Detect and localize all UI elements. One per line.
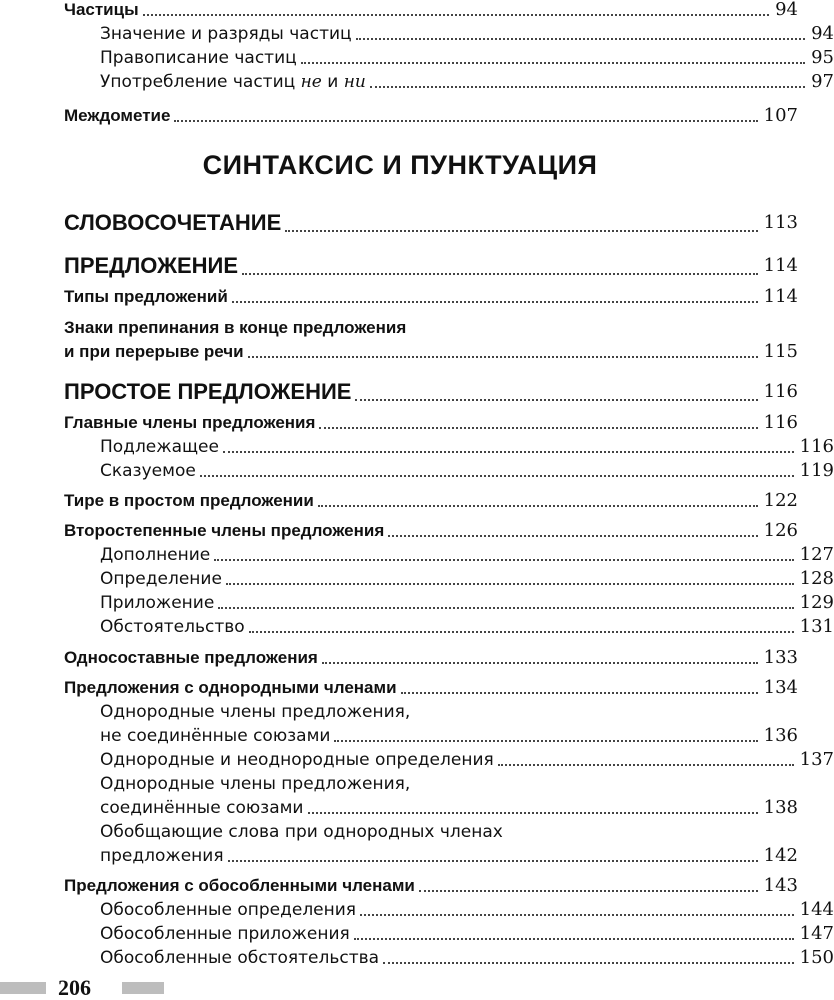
- toc-entry-page: 115: [763, 341, 798, 362]
- dot-leader: [354, 938, 794, 940]
- toc-entry: [100, 844, 798, 868]
- dot-leader: [301, 62, 805, 64]
- toc-entry-title-line: Обобщающие слова при однородных членах: [100, 822, 503, 842]
- toc-entry-title-line: не соединённые союзами: [100, 726, 331, 746]
- dot-leader: [214, 559, 793, 561]
- toc-entry-page: 113: [763, 212, 798, 233]
- toc-entry-page: 127: [799, 544, 834, 565]
- toc-entry-title: Второстепенные члены предложения: [64, 521, 385, 540]
- toc-entry-page: 114: [763, 286, 798, 307]
- toc-entry-page: 107: [763, 105, 798, 126]
- toc-entry[interactable]: [64, 46, 834, 70]
- toc-entry[interactable]: [64, 615, 834, 639]
- toc-entry-page: 142: [763, 845, 798, 866]
- footer-decor-right: [122, 982, 164, 994]
- page-footer: [0, 975, 800, 1000]
- toc-entry-multiline[interactable]: [64, 309, 798, 364]
- dot-leader: [143, 14, 769, 16]
- toc-entry-page: 95: [811, 47, 834, 68]
- toc-entry-page: 126: [763, 520, 798, 541]
- title-part-italic: не: [300, 72, 322, 92]
- toc-entry-title: ПРОСТОЕ ПРЕДЛОЖЕНИЕ: [64, 379, 352, 404]
- dot-leader: [498, 764, 794, 766]
- dot-leader: [419, 890, 758, 892]
- toc-entry-title-line: Однородные члены предложения,: [100, 702, 411, 722]
- toc-entry-title: Правописание частиц: [100, 48, 297, 68]
- toc-entry-page: 119: [799, 460, 834, 481]
- toc-entry: [100, 796, 798, 820]
- toc-top-block: [64, 0, 834, 128]
- dot-leader: [223, 451, 794, 453]
- toc-entry[interactable]: [64, 868, 798, 898]
- toc-entry-title: Типы предложений: [64, 287, 228, 306]
- toc-entry-multiline[interactable]: [64, 700, 798, 748]
- toc-entry-title-line: Однородные члены предложения,: [100, 774, 411, 794]
- toc-entry[interactable]: [64, 483, 798, 513]
- toc-entry-title: Главные члены предложения: [64, 413, 316, 432]
- toc-entry-title: Односоставные предложения: [64, 648, 318, 667]
- toc-entry-title: [100, 70, 366, 94]
- toc-entry[interactable]: [64, 407, 798, 435]
- dot-leader: [226, 583, 794, 585]
- dot-leader: [318, 505, 758, 507]
- toc-entry-page: 129: [799, 592, 834, 613]
- toc-entry-page: 114: [763, 255, 798, 276]
- toc-entry-title-line: соединённые союзами: [100, 798, 304, 818]
- toc-entry: [100, 724, 798, 748]
- toc-entry-page: 137: [799, 749, 834, 770]
- toc-entry[interactable]: [64, 946, 834, 970]
- toc-entry[interactable]: [64, 94, 798, 128]
- dot-leader: [285, 230, 757, 232]
- dot-leader: [388, 535, 757, 537]
- toc-entry[interactable]: [64, 591, 834, 615]
- toc-entry[interactable]: [64, 238, 798, 281]
- toc-entry-title: Обособленные приложения: [100, 924, 350, 944]
- toc-entry-title: Приложение: [100, 593, 215, 613]
- toc-entry-title: СЛОВОСОЧЕТАНИЕ: [64, 210, 282, 235]
- toc-entry-multiline[interactable]: [64, 820, 798, 868]
- toc-entry-title: Значение и разряды частиц: [100, 24, 352, 44]
- title-part-italic: ни: [343, 72, 366, 92]
- toc-entry[interactable]: [64, 898, 834, 922]
- toc-entry-page: 133: [763, 647, 798, 668]
- toc-entry-title: Обстоятельство: [100, 617, 245, 637]
- dot-leader: [360, 914, 794, 916]
- toc-entry-title: Дополнение: [100, 545, 211, 565]
- toc-entry-page: 143: [763, 875, 798, 896]
- toc-entry[interactable]: [64, 513, 798, 543]
- title-part: и: [321, 72, 344, 92]
- dot-leader: [355, 399, 757, 401]
- toc-entry[interactable]: [64, 208, 798, 238]
- dot-leader: [383, 962, 794, 964]
- toc-entry-page: 144: [799, 899, 834, 920]
- dot-leader: [401, 692, 758, 694]
- toc-entry-title: Подлежащее: [100, 437, 219, 457]
- toc-entry-page: 116: [799, 436, 834, 457]
- dot-leader: [319, 427, 757, 429]
- toc-entry[interactable]: [64, 364, 798, 407]
- toc-entry-title: Тире в простом предложении: [64, 491, 314, 510]
- dot-leader: [308, 812, 758, 814]
- toc-entry-page: 94: [811, 23, 834, 44]
- toc-entry[interactable]: [64, 748, 834, 772]
- toc-entry-title: Обособленные обстоятельства: [100, 948, 380, 968]
- dot-leader: [200, 475, 794, 477]
- toc-entry[interactable]: [64, 22, 834, 46]
- toc-entry-page: 150: [799, 947, 834, 968]
- dot-leader: [232, 301, 758, 303]
- toc-entry-title: Сказуемое: [100, 461, 196, 481]
- dot-leader: [228, 860, 758, 862]
- toc-entry: [64, 340, 798, 364]
- dot-leader: [334, 740, 757, 742]
- toc-entry-title-line: и при перерыве речи: [64, 342, 244, 361]
- dot-leader: [249, 631, 794, 633]
- toc-entry[interactable]: [64, 281, 798, 309]
- toc-entry-multiline[interactable]: [64, 772, 798, 820]
- toc-entry-page: 128: [799, 568, 834, 589]
- toc-entry[interactable]: [64, 70, 834, 94]
- toc-entry-page: 134: [763, 677, 798, 698]
- toc-entry-title: Предложения с обособленными членами: [64, 876, 415, 895]
- section-title: СИНТАКСИС И ПУНКТУАЦИЯ: [202, 150, 598, 180]
- dot-leader: [248, 356, 758, 358]
- footer-decor-left: [0, 982, 46, 994]
- toc-entry-title: Однородные и неоднородные определения: [100, 750, 494, 770]
- toc-entry[interactable]: [64, 543, 834, 567]
- toc-entry-page: 138: [763, 797, 798, 818]
- page-number: 206: [58, 975, 91, 1000]
- dot-leader: [356, 38, 806, 40]
- toc-entry-page: 97: [811, 71, 834, 92]
- toc-entry[interactable]: [64, 567, 834, 591]
- dot-leader: [370, 86, 805, 88]
- toc-entry-title: ПРЕДЛОЖЕНИЕ: [64, 253, 239, 278]
- toc-entry[interactable]: [64, 435, 834, 459]
- toc-entry[interactable]: [64, 0, 798, 22]
- toc-entry[interactable]: [64, 922, 834, 946]
- toc-entry-page: 94: [775, 0, 798, 20]
- toc-entry-page: 147: [799, 923, 834, 944]
- dot-leader: [218, 607, 793, 609]
- toc-entry[interactable]: [64, 670, 798, 700]
- toc-entry-title-line: предложения: [100, 846, 224, 866]
- toc-entry-page: 122: [763, 490, 798, 511]
- toc-entry[interactable]: [64, 459, 834, 483]
- toc-entry-title: Обособленные определения: [100, 900, 357, 920]
- toc-entry-title: Предложения с однородными членами: [64, 678, 397, 697]
- toc-entry-title: Частицы: [64, 0, 139, 19]
- toc-entry-title-line: Знаки препинания в конце предложения: [64, 318, 407, 337]
- toc-entry-title: Междометие: [64, 106, 171, 125]
- title-part: Употребление частиц: [100, 72, 301, 92]
- dot-leader: [174, 120, 757, 122]
- toc-entry[interactable]: [64, 639, 798, 670]
- toc-entry-page: 136: [763, 725, 798, 746]
- dot-leader: [322, 662, 758, 664]
- toc-entry-title: Определение: [100, 569, 222, 589]
- toc-entry-page: 116: [763, 381, 798, 402]
- toc-main-block: [64, 208, 834, 970]
- toc-entry-page: 131: [799, 616, 834, 637]
- dot-leader: [242, 273, 758, 275]
- toc-entry-page: 116: [763, 412, 798, 433]
